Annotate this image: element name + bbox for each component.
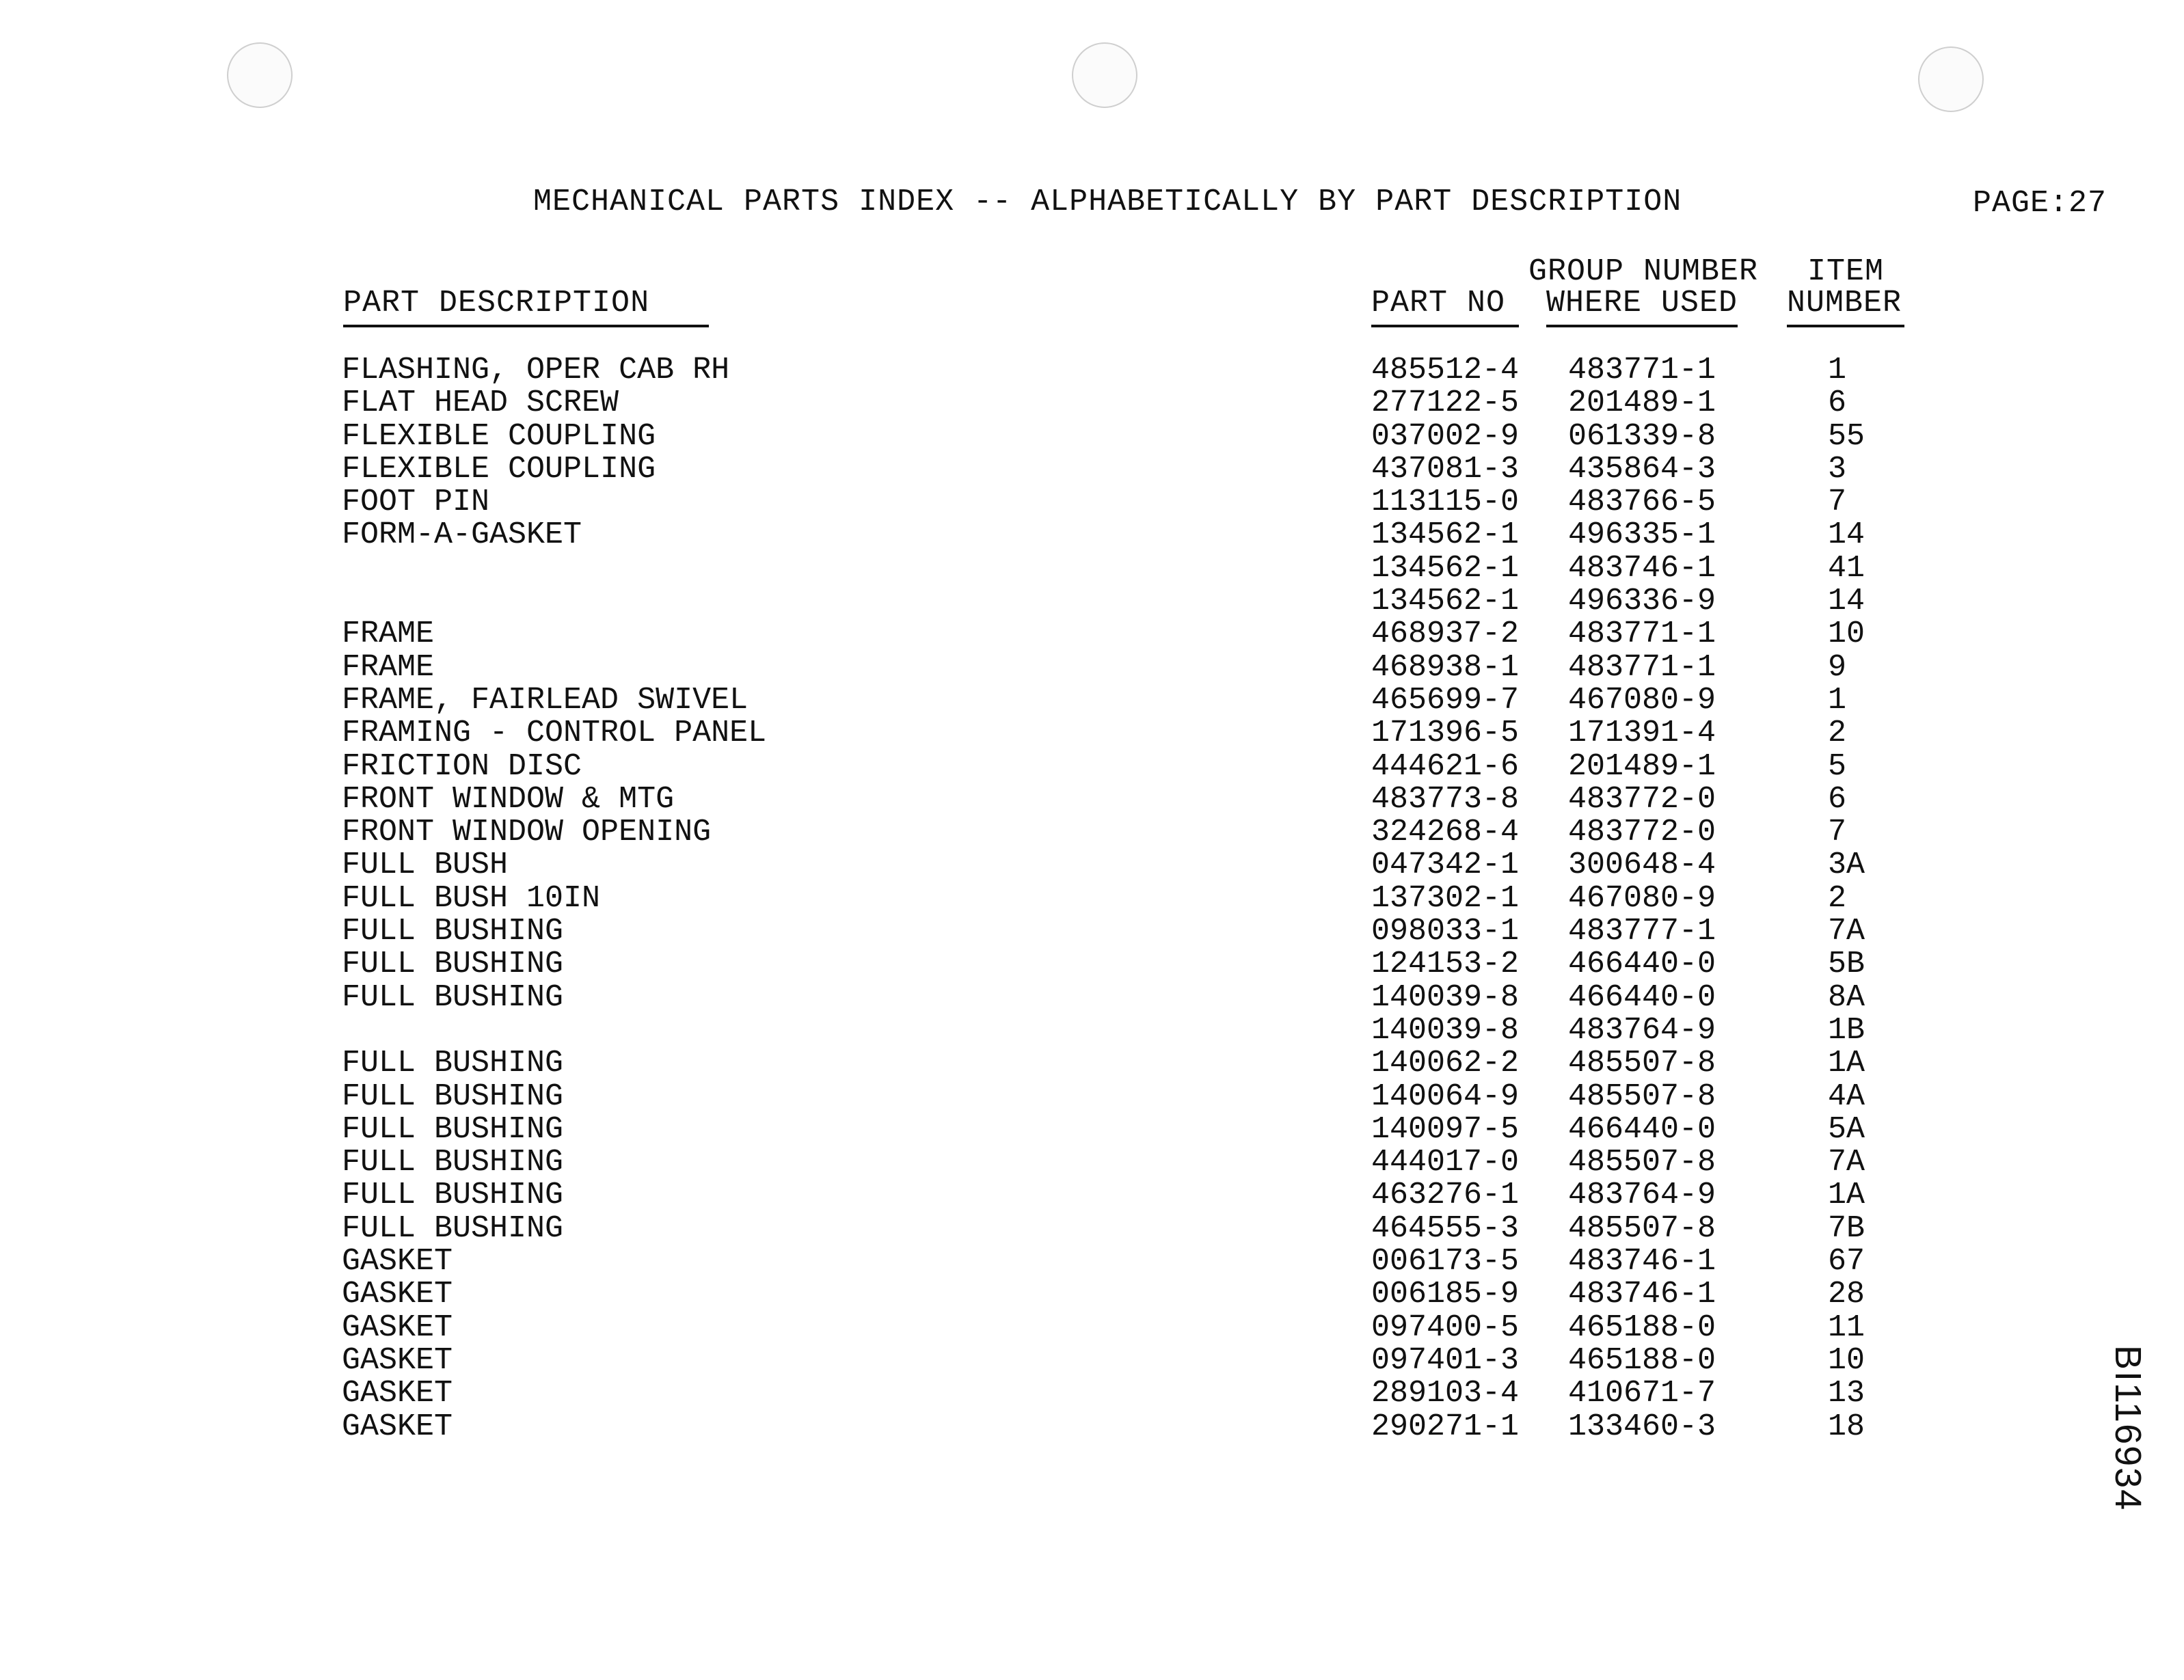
table-row — [0, 947, 2184, 982]
group-number: 483777-1 — [1568, 914, 1716, 949]
group-number: 467080-9 — [1568, 682, 1716, 718]
group-number: 466440-0 — [1568, 1111, 1716, 1147]
part-description: FRAME — [342, 617, 435, 652]
group-number: 483766-5 — [1568, 485, 1716, 520]
table-row — [0, 1013, 2184, 1046]
part-description: GASKET — [342, 1244, 453, 1279]
group-number: 483772-0 — [1568, 815, 1716, 850]
table-row — [0, 485, 2184, 520]
group-number: 483764-9 — [1568, 1178, 1716, 1213]
group-number: 485507-8 — [1568, 1210, 1716, 1246]
table-row — [0, 650, 2184, 683]
table-row — [0, 749, 2184, 782]
table-row — [0, 1046, 2184, 1079]
group-number: 483764-9 — [1568, 1012, 1716, 1048]
table-row — [0, 815, 2184, 848]
item-number: 7A — [1828, 914, 1865, 949]
group-number: 483771-1 — [1568, 617, 1716, 652]
table-row — [0, 1112, 2184, 1145]
part-number: 465699-7 — [1371, 682, 1520, 718]
column-header-where-used: WHERE USED — [1546, 286, 1738, 327]
part-description: GASKET — [342, 1310, 453, 1345]
group-number: 485507-8 — [1568, 1046, 1716, 1081]
item-number: 1A — [1828, 1178, 1865, 1213]
group-number: 467080-9 — [1568, 880, 1716, 916]
group-number: 466440-0 — [1568, 979, 1716, 1015]
group-number: 483771-1 — [1568, 353, 1716, 388]
table-row — [0, 617, 2184, 652]
item-number: 5A — [1828, 1111, 1865, 1147]
table-row — [0, 353, 2184, 388]
group-number: 435864-3 — [1568, 451, 1716, 487]
table-row — [0, 584, 2184, 617]
item-number: 6 — [1828, 781, 1847, 817]
table-row — [0, 881, 2184, 914]
part-number: 140064-9 — [1371, 1079, 1520, 1114]
part-description: FULL BUSHING — [342, 947, 564, 982]
part-number: 140097-5 — [1371, 1111, 1520, 1147]
column-header-item-number: NUMBER — [1787, 286, 1904, 327]
table-row — [0, 1211, 2184, 1244]
item-number: 3 — [1828, 451, 1847, 487]
group-number: 300648-4 — [1568, 848, 1716, 883]
part-description: FLAT HEAD SCREW — [342, 385, 619, 421]
column-header-part-no: PART NO — [1371, 286, 1519, 327]
item-number: 18 — [1828, 1409, 1865, 1444]
part-description: FULL BUSHING — [342, 1210, 564, 1246]
item-number: 10 — [1828, 1342, 1865, 1378]
group-number: 061339-8 — [1568, 418, 1716, 454]
item-number: 7 — [1828, 815, 1847, 850]
table-row — [0, 914, 2184, 947]
part-number: 134562-1 — [1371, 550, 1520, 586]
part-number: 006173-5 — [1371, 1244, 1520, 1279]
group-number: 483746-1 — [1568, 1244, 1716, 1279]
table-row — [0, 1277, 2184, 1310]
item-number: 2 — [1828, 716, 1847, 751]
table-row — [0, 1343, 2184, 1376]
group-number: 496335-1 — [1568, 517, 1716, 553]
item-number: 5 — [1828, 748, 1847, 784]
group-number: 133460-3 — [1568, 1409, 1716, 1444]
column-header-description: PART DESCRIPTION — [343, 286, 709, 327]
item-number: 6 — [1828, 385, 1847, 421]
group-number: 465188-0 — [1568, 1342, 1716, 1378]
part-number: 113115-0 — [1371, 485, 1520, 520]
part-description: FULL BUSHING — [342, 1145, 564, 1180]
part-description: FRAME, FAIRLEAD SWIVEL — [342, 682, 749, 718]
table-row — [0, 1376, 2184, 1409]
part-number: 444621-6 — [1371, 748, 1520, 784]
table-row — [0, 1079, 2184, 1112]
column-header-group-number: GROUP NUMBER — [1528, 254, 1759, 289]
column-header-item: ITEM — [1807, 254, 1885, 289]
part-number: 097400-5 — [1371, 1310, 1520, 1345]
table-row — [0, 419, 2184, 452]
part-number: 140039-8 — [1371, 1012, 1520, 1048]
part-number: 097401-3 — [1371, 1342, 1520, 1378]
part-number: 485512-4 — [1371, 353, 1520, 388]
item-number: 1 — [1828, 682, 1847, 718]
table-row — [0, 1145, 2184, 1178]
item-number: 3A — [1828, 848, 1865, 883]
part-number: 463276-1 — [1371, 1178, 1520, 1213]
page-number: PAGE:27 — [1973, 186, 2107, 221]
part-description: GASKET — [342, 1409, 453, 1444]
parts-table — [0, 353, 2184, 1442]
item-number: 28 — [1828, 1277, 1865, 1312]
item-number: 41 — [1828, 550, 1865, 586]
part-number: 290271-1 — [1371, 1409, 1520, 1444]
part-number: 437081-3 — [1371, 451, 1520, 487]
item-number: 7A — [1828, 1145, 1865, 1180]
item-number: 2 — [1828, 880, 1847, 916]
item-number: 1 — [1828, 353, 1847, 388]
part-description: FULL BUSHING — [342, 1178, 564, 1213]
group-number: 465188-0 — [1568, 1310, 1716, 1345]
item-number: 4A — [1828, 1079, 1865, 1114]
item-number: 9 — [1828, 649, 1847, 685]
part-number: 037002-9 — [1371, 418, 1520, 454]
table-row — [0, 551, 2184, 584]
table-row — [0, 1178, 2184, 1213]
item-number: 8A — [1828, 979, 1865, 1015]
group-number: 483771-1 — [1568, 649, 1716, 685]
group-number: 171391-4 — [1568, 716, 1716, 751]
part-number: 098033-1 — [1371, 914, 1520, 949]
page-title: MECHANICAL PARTS INDEX -- ALPHABETICALLY BY PART DESCRIPTION — [533, 185, 1682, 219]
part-description: FULL BUSHING — [342, 914, 564, 949]
part-description: FULL BUSH 10IN — [342, 880, 601, 916]
part-description: FULL BUSHING — [342, 1079, 564, 1114]
part-number: 324268-4 — [1371, 815, 1520, 850]
item-number: 14 — [1828, 584, 1865, 619]
part-description: FORM-A-GASKET — [342, 517, 582, 553]
punch-hole-center — [1072, 42, 1137, 108]
group-number: 496336-9 — [1568, 584, 1716, 619]
part-number: 137302-1 — [1371, 880, 1520, 916]
group-number: 483746-1 — [1568, 1277, 1716, 1312]
group-number: 485507-8 — [1568, 1079, 1716, 1114]
part-description: FRICTION DISC — [342, 748, 582, 784]
part-number: 171396-5 — [1371, 716, 1520, 751]
part-number: 134562-1 — [1371, 517, 1520, 553]
item-number: 1B — [1828, 1012, 1865, 1048]
group-number: 483772-0 — [1568, 781, 1716, 817]
punch-hole-right — [1918, 46, 1984, 112]
group-number: 483746-1 — [1568, 550, 1716, 586]
part-number: 134562-1 — [1371, 584, 1520, 619]
item-number: 5B — [1828, 947, 1865, 982]
item-number: 10 — [1828, 617, 1865, 652]
table-row — [0, 452, 2184, 485]
part-number: 277122-5 — [1371, 385, 1520, 421]
item-number: 7B — [1828, 1210, 1865, 1246]
part-description: FOOT PIN — [342, 485, 490, 520]
part-number: 464555-3 — [1371, 1210, 1520, 1246]
part-description: GASKET — [342, 1342, 453, 1378]
part-number: 289103-4 — [1371, 1376, 1520, 1411]
item-number: 67 — [1828, 1244, 1865, 1279]
part-description: FULL BUSH — [342, 848, 509, 883]
table-row — [0, 385, 2184, 421]
part-description: FULL BUSHING — [342, 979, 564, 1015]
table-row — [0, 980, 2184, 1013]
part-description: FRAME — [342, 649, 435, 685]
part-number: 047342-1 — [1371, 848, 1520, 883]
table-row — [0, 782, 2184, 815]
part-number: 483773-8 — [1371, 781, 1520, 817]
table-row — [0, 848, 2184, 883]
group-number: 485507-8 — [1568, 1145, 1716, 1180]
group-number: 201489-1 — [1568, 748, 1716, 784]
part-description: FLEXIBLE COUPLING — [342, 451, 656, 487]
part-description: FLASHING, OPER CAB RH — [342, 353, 730, 388]
group-number: 201489-1 — [1568, 385, 1716, 421]
group-number: 410671-7 — [1568, 1376, 1716, 1411]
table-row — [0, 1409, 2184, 1442]
table-row — [0, 1244, 2184, 1277]
punch-hole-left — [227, 42, 293, 108]
part-description: FLEXIBLE COUPLING — [342, 418, 656, 454]
item-number: 14 — [1828, 517, 1865, 553]
part-description: FRONT WINDOW & MTG — [342, 781, 675, 817]
part-number: 006185-9 — [1371, 1277, 1520, 1312]
item-number: 55 — [1828, 418, 1865, 454]
item-number: 13 — [1828, 1376, 1865, 1411]
item-number: 11 — [1828, 1310, 1865, 1345]
part-description: FRAMING - CONTROL PANEL — [342, 716, 767, 751]
part-description: FRONT WINDOW OPENING — [342, 815, 712, 850]
part-number: 124153-2 — [1371, 947, 1520, 982]
part-number: 140062-2 — [1371, 1046, 1520, 1081]
document-id: BI116934 — [2107, 1345, 2148, 1512]
part-number: 140039-8 — [1371, 979, 1520, 1015]
item-number: 7 — [1828, 485, 1847, 520]
table-row — [0, 683, 2184, 716]
part-number: 444017-0 — [1371, 1145, 1520, 1180]
part-number: 468938-1 — [1371, 649, 1520, 685]
table-row — [0, 716, 2184, 751]
part-description: FULL BUSHING — [342, 1046, 564, 1081]
item-number: 1A — [1828, 1046, 1865, 1081]
part-description: GASKET — [342, 1376, 453, 1411]
part-description: FULL BUSHING — [342, 1111, 564, 1147]
part-description: GASKET — [342, 1277, 453, 1312]
group-number: 466440-0 — [1568, 947, 1716, 982]
table-row — [0, 517, 2184, 553]
part-number: 468937-2 — [1371, 617, 1520, 652]
table-row — [0, 1310, 2184, 1343]
